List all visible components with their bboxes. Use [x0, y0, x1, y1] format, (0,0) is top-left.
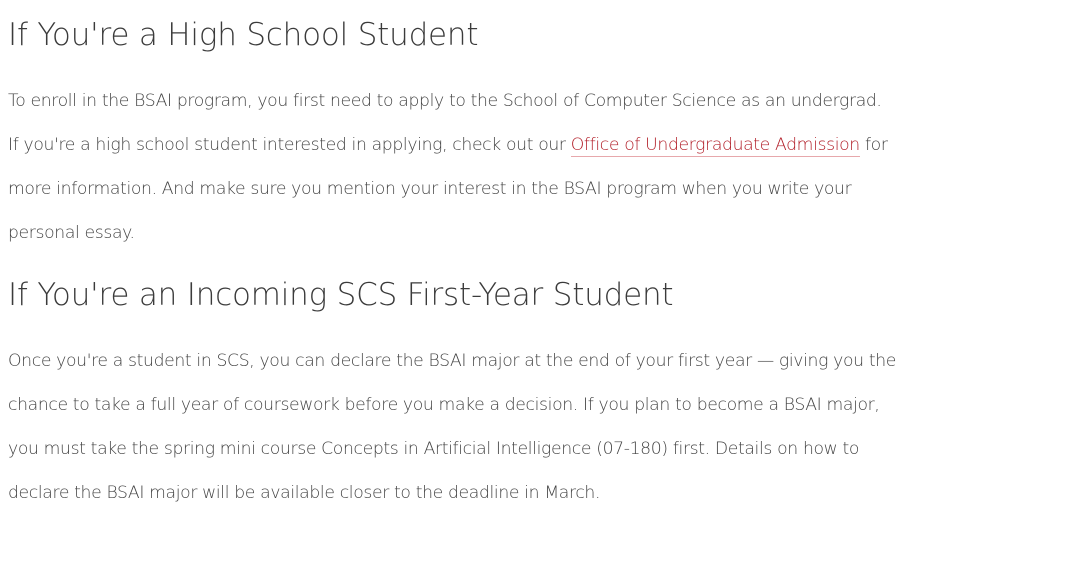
paragraph-line-text: If you're a high school student interested in applying, check out our [8, 135, 571, 155]
section-heading-high-school: If You're a High School Student [8, 17, 479, 53]
paragraph-line: declare the BSAI major will be available closer to the deadline in March. [8, 483, 601, 503]
paragraph-line: you must take the spring mini course Concepts in Artificial Intelligence (07-180) first. Details on how to [8, 439, 860, 459]
section-heading-first-year: If You're an Incoming SCS First-Year Student [8, 277, 674, 313]
paragraph-line: Once you're a student in SCS, you can declare the BSAI major at the end of your first year — giving you the [8, 351, 896, 371]
paragraph-line: To enroll in the BSAI program, you first need to apply to the School of Computer Science as an undergrad. [8, 91, 882, 111]
paragraph-line: more information. And make sure you mention your interest in the BSAI program when you write your [8, 179, 852, 199]
office-of-undergraduate-admission-link[interactable]: Office of Undergraduate Admission [570, 135, 860, 155]
paragraph-high-school [8, 79, 1072, 255]
paragraph-line: chance to take a full year of coursework before you make a decision. If you plan to become a BSAI major, [8, 395, 880, 415]
paragraph-line: personal essay. [8, 223, 135, 243]
paragraph-line-text: for [859, 135, 888, 155]
paragraph-first-year [8, 339, 1072, 515]
